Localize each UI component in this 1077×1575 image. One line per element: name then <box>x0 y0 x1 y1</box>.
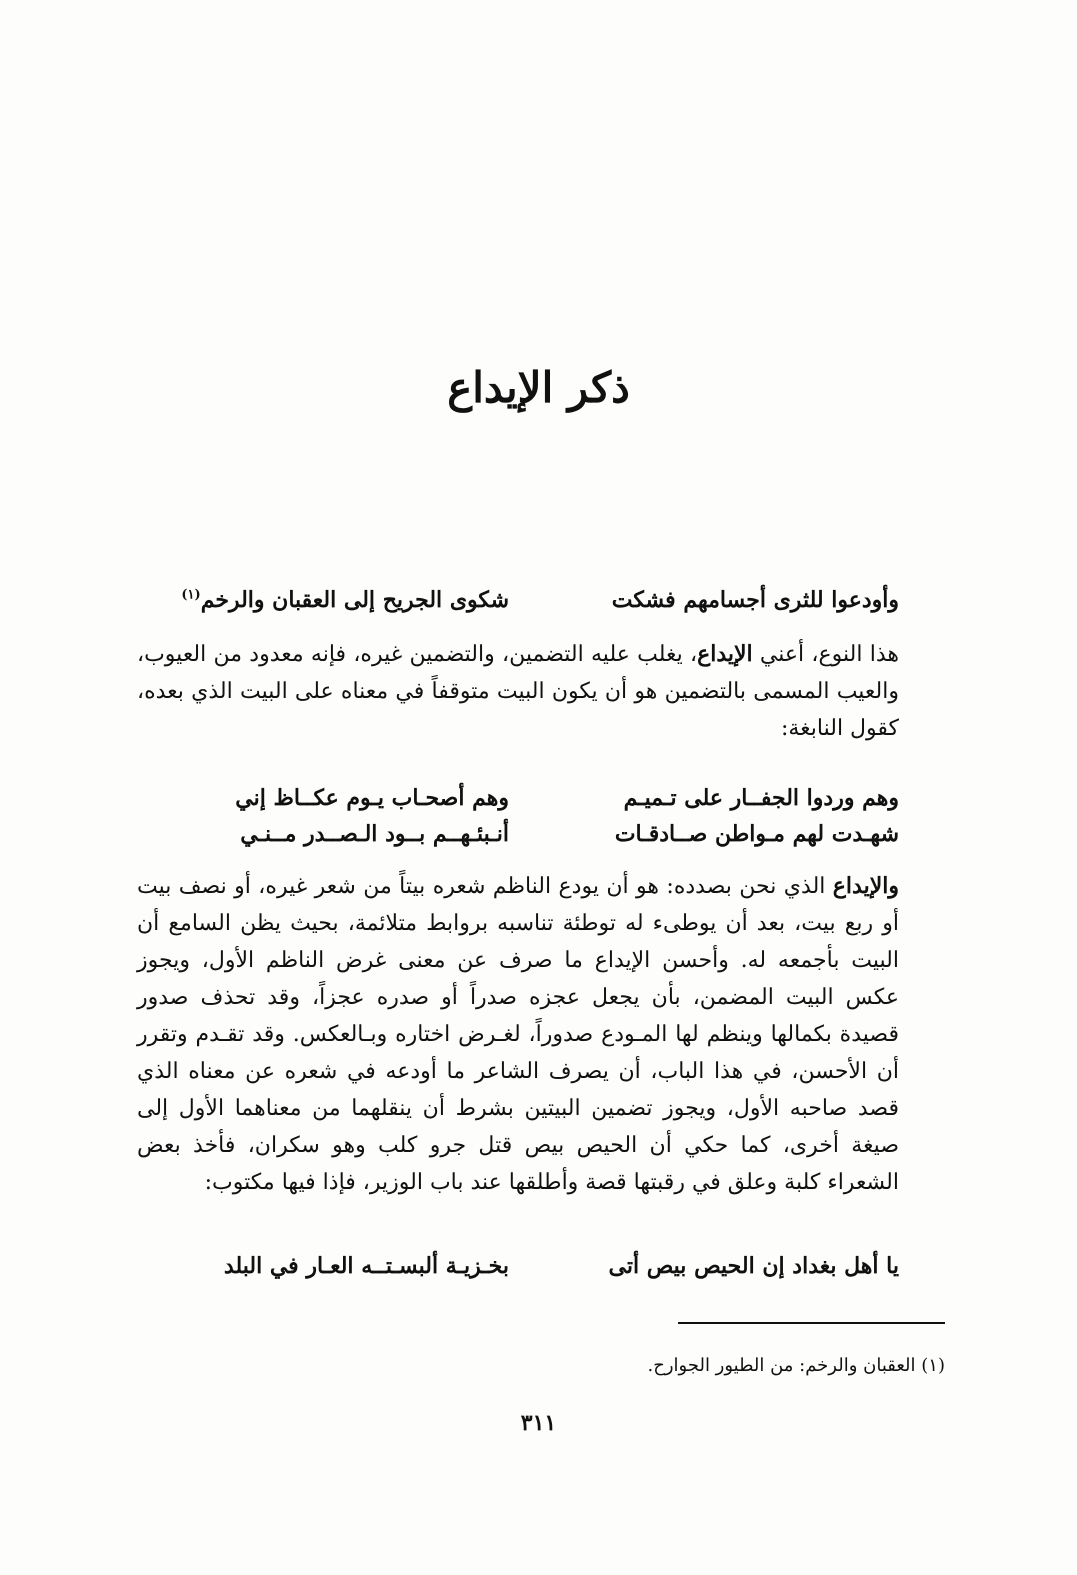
term-ida: الإيداع <box>697 641 753 667</box>
opening-verse <box>179 582 899 618</box>
verse-hemistich-second: وهم أصحـاب يـوم عكــاظ إني <box>235 785 509 811</box>
paragraph-body: الذي نحن بصدده: هو أن يودع الناظم شعره بيتاً من شعر غيره، أو نصف بيت أو ربع بيت، بعد أن يوطىء له توطئة تناسبه بروابط متلائمة، بحيث يظن السامع أن البيت بأجمعه له. وأحسن الإيداع ما صرف عن معنى غرض الناظم الأول، ويجوز عكس البيت المضمن، بأن يجعل عجزه صدراً أو صدره عجزاً، وقد تحذف صدور قصيدة بكمالها وينظم لها المـودع صدوراً، لغـرض اختاره وبـالعكس. وقد تقـدم وتقرر أن الأحسن، في هذا الباب، أن يصرف الشاعر ما أودعه في شعره عن معناه الذي قصد صاحبه الأول، ويجوز تضمين البيتين بشرط أن ينقلهما من معناهما الأول إلى صيغة أخرى، كما حكي أن الحيص بيص قتل جرو كلب وهو سكران، فأخذ بعض الشعراء كلبة وعلق في رقبتها قصة وأطلقها عند باب الوزير، فإذا فيها مكتوب: <box>137 874 899 1195</box>
verse-hemistich-text: شكوى الجريح إلى العقبان والرخم <box>200 587 509 613</box>
closing-verse <box>179 1248 899 1284</box>
verse-hemistich-second: بخـزيـة ألبسـتــه العـار في البلد <box>223 1253 509 1279</box>
paragraph-taḍmin <box>137 636 899 747</box>
verse-hemistich-second <box>181 582 509 618</box>
footnote-divider <box>678 1322 945 1324</box>
verse-hemistich-first: شهـدت لهم مـواطن صــادقـات <box>614 821 899 847</box>
footnote: (١) العقبان والرخم: من الطيور الجوارح. <box>647 1355 945 1376</box>
term-wal-ida: والإيداع <box>832 873 899 899</box>
verse-hemistich-first: وهم وردوا الجفــار على تـميـم <box>623 785 899 811</box>
paragraph-ida-definition <box>137 868 899 1201</box>
verse-hemistich-first: يا أهل بغداد إن الحيص بيص أتى <box>608 1253 899 1279</box>
verse-hemistich-first: وأودعوا للثرى أجسامهم فشكت <box>611 587 899 613</box>
nabigha-verse-1 <box>179 780 899 816</box>
verse-hemistich-second: أنـبئـهــم بــود الـصــدر مــنـي <box>240 821 509 847</box>
footnote-marker: (١) <box>181 587 201 603</box>
paragraph-body: ، يغلب عليه التضمين، والتضمين غيره، فإنه معدود من العيوب، والعيب المسمى بالتضمين هو أن يكون البيت متوقفاً في معناه على البيت الذي بعده، كقول النابغة: <box>137 642 899 741</box>
paragraph-lead: هذا النوع، أعني <box>752 642 899 667</box>
page-number: ٣١١ <box>520 1410 557 1436</box>
nabigha-verse-2 <box>179 816 899 852</box>
chapter-title: ذكر الإيداع <box>447 363 630 412</box>
